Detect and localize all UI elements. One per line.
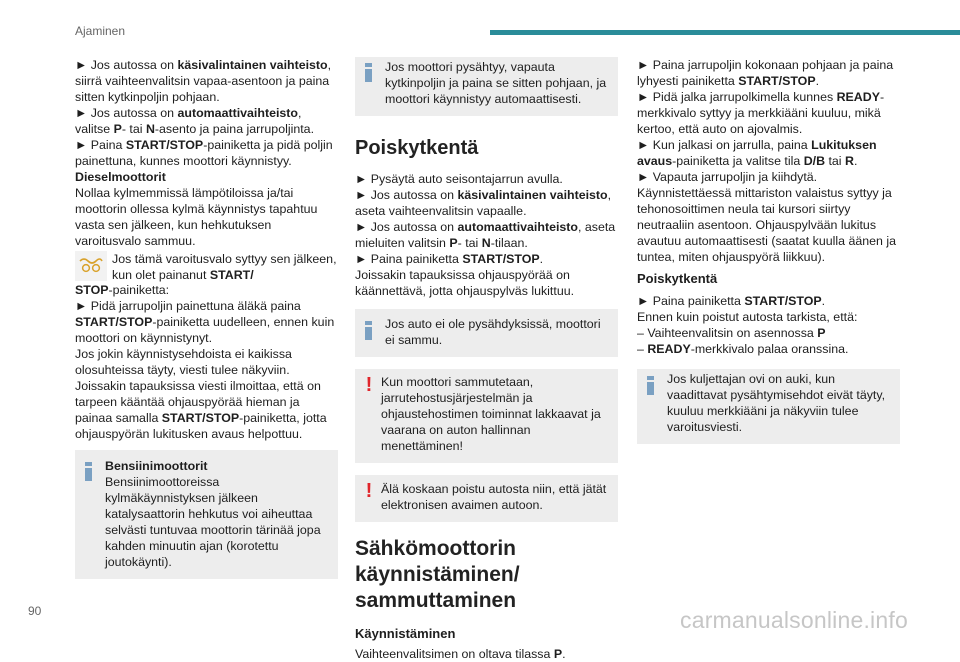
warning-note (355, 475, 618, 522)
info-note (355, 309, 618, 357)
sub-heading: Poiskytkentä (637, 271, 718, 286)
note-text: Jos moottori pysähtyy, vapauta kytkinpoljin ja paina se sitten pohjaan, ja moottori käynnistyy automaattisesti. (385, 60, 607, 106)
note-heading: Bensiinimoottorit (105, 459, 208, 473)
list-item: – Vaihteenvalitsin on asennossa P (637, 326, 826, 340)
glow-plug-icon (75, 251, 107, 281)
warning-note (355, 369, 618, 463)
header-accent-bar (490, 30, 960, 35)
paragraph: ► Pysäytä auto seisontajarrun avulla. (355, 172, 563, 186)
info-icon (647, 376, 654, 399)
paragraph: ► Jos autossa on automaattivaihteisto, aseta mieluiten valitsin P- tai N-tilaan. (355, 220, 616, 250)
sub-heading: Käynnistäminen (355, 626, 456, 641)
paragraph: Käynnistettäessä mittariston valaistus syttyy ja tehonosoittimen neula tai kursori siirtyy neutraaliin asentoon. Ohjauspylvään lukitus avautuu automaattisesti (saatat kuulla äänen ja tuntea, miten ohjauspyörä liikkuu). (637, 186, 896, 264)
info-icon (85, 462, 92, 485)
column-2 (355, 57, 618, 662)
paragraph: Joissakin tapauksissa ohjauspyörää on käännettävä, jotta ohjauspylväs lukittuu. (355, 268, 575, 298)
paragraph: ► Paina painiketta START/STOP. (355, 252, 544, 266)
diesel-heading: Dieselmoottorit (75, 170, 166, 184)
info-icon (365, 63, 372, 86)
paragraph: ► Vapauta jarrupoljin ja kiihdytä. (637, 170, 818, 184)
info-note (637, 369, 900, 444)
paragraph: ► Jos autossa on käsivalintainen vaihteisto, aseta vaihteenvalitsin vapaalle. (355, 188, 612, 218)
paragraph: ► Paina painiketta START/STOP. (637, 294, 826, 308)
watermark: carmanualsonline.info (680, 607, 908, 633)
paragraph: ► Paina START/STOP-painiketta ja pidä poljin painettuna, kunnes moottori käynnistyy. (75, 138, 333, 168)
paragraph: Jos jokin käynnistysehdoista ei kaikissa olosuhteissa täyty, viesti tulee näkyviin. (75, 347, 292, 377)
paragraph: Joissakin tapauksissa viesti ilmoittaa, että on tarpeen kääntää ohjauspyörää hieman ja painaa samalla START/STOP-painiketta, jotta ohjauspyörän lukitusken avaus helpottuu. (75, 379, 327, 441)
warning-icon: ! (365, 374, 373, 396)
info-icon (365, 321, 372, 344)
info-note (355, 57, 618, 116)
paragraph: ► Paina jarrupoljin kokonaan pohjaan ja paina lyhyesti painiketta START/STOP. (637, 58, 894, 88)
paragraph: STOP-painiketta: (75, 283, 170, 297)
page-number: 90 (28, 604, 42, 618)
chapter-title: Ajaminen (75, 24, 126, 38)
paragraph: ► Jos autossa on automaattivaihteisto, valitse P- tai N-asento ja paina jarrupoljinta. (75, 106, 315, 136)
paragraph: ► Jos autossa on käsivalintainen vaihteisto, siirrä vaihteenvalitsin vapaa-asentoon ja paina sitten kytkinpoljin pohjaan. (75, 58, 332, 104)
warning-icon: ! (365, 480, 373, 502)
list-item: – READY-merkkivalo palaa oranssina. (637, 342, 849, 356)
note-text: Jos kuljettajan ovi on auki, kun vaadittavat pysähtymisehdot eivät täyty, kuuluu merkkiääni ja näkyviin tulee varoitusviesti. (667, 372, 886, 434)
paragraph: Nollaa kylmemmissä lämpötiloissa ja/tai moottorin ollessa kylmä käynnistys tapahtuu vasta sen jälkeen, kun hehkutuksen varoitusvalo sammuu. (75, 186, 318, 248)
note-text: Jos auto ei ole pysähdyksissä, moottori ei sammu. (385, 317, 601, 347)
section-heading: Sähkömoottorin käynnistäminen/ sammuttaminen (355, 537, 520, 612)
paragraph: ► Kun jalkasi on jarrulla, paina Lukituksen avaus-painiketta ja valitse tila D/B tai R. (637, 138, 877, 168)
paragraph: Ennen kuin poistut autosta tarkista, että: (637, 310, 858, 324)
column-1 (75, 57, 338, 579)
paragraph: ► Pidä jalka jarrupolkimella kunnes READY-merkkivalo syttyy ja merkkiääni kuuluu, mikä kertoo, että auto on ajovalmis. (637, 90, 885, 136)
note-text: Kun moottori sammutetaan, jarrutehostusjärjestelmän ja ohjaustehostimen toiminnat lakkaavat ja vaarana on auton hallinnan menettäminen! (381, 375, 601, 453)
note-text: Bensiinimoottoreissa kylmäkäynnistyksen jälkeen katalysaattorin hehkutus voi aiheuttaa selvästi tuntuvaa moottorin tärinää jopa kahden minuutin ajan (korotettu joutokäynti). (105, 475, 321, 569)
info-note (75, 450, 338, 579)
note-text: Älä koskaan poistu autosta niin, että jätät elektronisen avaimen autoon. (381, 482, 607, 512)
column-3 (637, 57, 900, 444)
paragraph: Vaihteenvalitsimen on oltava tilassa P. (355, 647, 566, 661)
section-heading: Poiskytkentä (355, 137, 479, 159)
glow-warning-paragraph: Jos tämä varoitusvalo syttyy sen jälkeen, kun olet painanut START/ (75, 251, 338, 283)
paragraph: ► Pidä jarrupoljin painettuna äläkä paina START/STOP-painiketta uudelleen, ennen kuin moottori on käynnistynyt. (75, 299, 335, 345)
